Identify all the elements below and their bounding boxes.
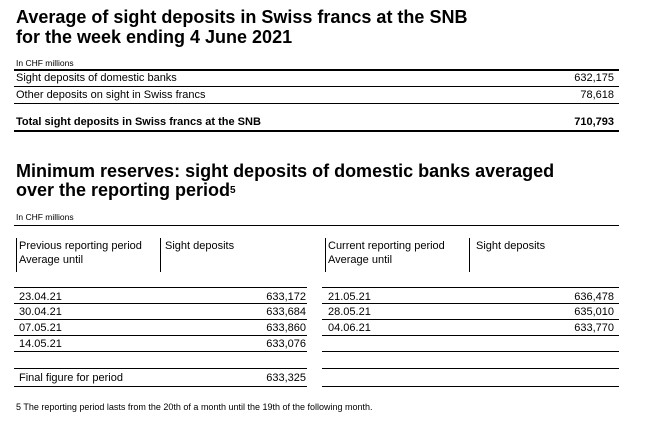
section1-title-line1: Average of sight deposits in Swiss francs at the SNB — [16, 7, 468, 27]
prev-date: 07.05.21 — [19, 322, 62, 334]
total-value: 710,793 — [574, 116, 614, 128]
rule — [14, 225, 619, 226]
rule — [322, 386, 619, 387]
rule — [14, 335, 307, 336]
prev-date: 14.05.21 — [19, 338, 62, 350]
rule — [14, 287, 307, 288]
header-separator — [469, 238, 470, 272]
total-label: Total sight deposits in Swiss francs at the SNB — [16, 116, 261, 128]
header-separator — [160, 238, 161, 272]
cur-date: 04.06.21 — [328, 322, 371, 334]
prev-value: 633,172 — [266, 291, 306, 303]
row-label: Other deposits on sight in Swiss francs — [16, 89, 206, 101]
rule — [14, 103, 619, 104]
prev-value: 633,684 — [266, 306, 306, 318]
header-separator — [325, 238, 326, 272]
section1-unit: In CHF millions — [16, 58, 74, 68]
rule — [14, 86, 619, 87]
rule — [14, 319, 307, 320]
prev-date: 23.04.21 — [19, 291, 62, 303]
row-value: 78,618 — [580, 89, 614, 101]
section1-title-line2: for the week ending 4 June 2021 — [16, 27, 293, 47]
rule — [14, 386, 307, 387]
rule — [322, 335, 619, 336]
final-label: Final figure for period — [19, 372, 123, 384]
row-value: 632,175 — [574, 72, 614, 84]
cur-value: 636,478 — [574, 291, 614, 303]
cur-date: 28.05.21 — [328, 306, 371, 318]
rule — [14, 69, 619, 71]
prev-value: 633,076 — [266, 338, 306, 350]
cur-date: 21.05.21 — [328, 291, 371, 303]
rule — [322, 319, 619, 320]
rule — [322, 287, 619, 288]
prev-date: 30.04.21 — [19, 306, 62, 318]
cur-value: 633,770 — [574, 322, 614, 334]
cur-value: 635,010 — [574, 306, 614, 318]
rule — [14, 130, 619, 132]
header-prev-period: Previous reporting period — [19, 240, 142, 252]
header-cur-sight: Sight deposits — [476, 240, 546, 252]
header-separator — [16, 238, 17, 272]
footnote-ref: 5 — [230, 185, 236, 196]
row-label: Sight deposits of domestic banks — [16, 72, 177, 84]
rule — [322, 351, 619, 352]
rule — [14, 351, 307, 352]
final-value: 633,325 — [266, 372, 306, 384]
header-cur-period: Current reporting period — [328, 240, 445, 252]
prev-value: 633,860 — [266, 322, 306, 334]
header-prev-sight: Sight deposits — [165, 240, 235, 252]
rule — [322, 368, 619, 369]
rule — [14, 368, 307, 369]
header-cur-avg: Average until — [328, 254, 393, 266]
footnote: 5 The reporting period lasts from the 20th of a month until the 19th of the following month. — [16, 402, 373, 412]
section2-title-line1: Minimum reserves: sight deposits of domestic banks averaged — [16, 161, 555, 181]
section2-title-line2 — [16, 180, 236, 204]
section2-title-text: over the reporting period — [16, 180, 231, 200]
header-prev-avg: Average until — [19, 254, 84, 266]
section2-unit: In CHF millions — [16, 212, 74, 222]
